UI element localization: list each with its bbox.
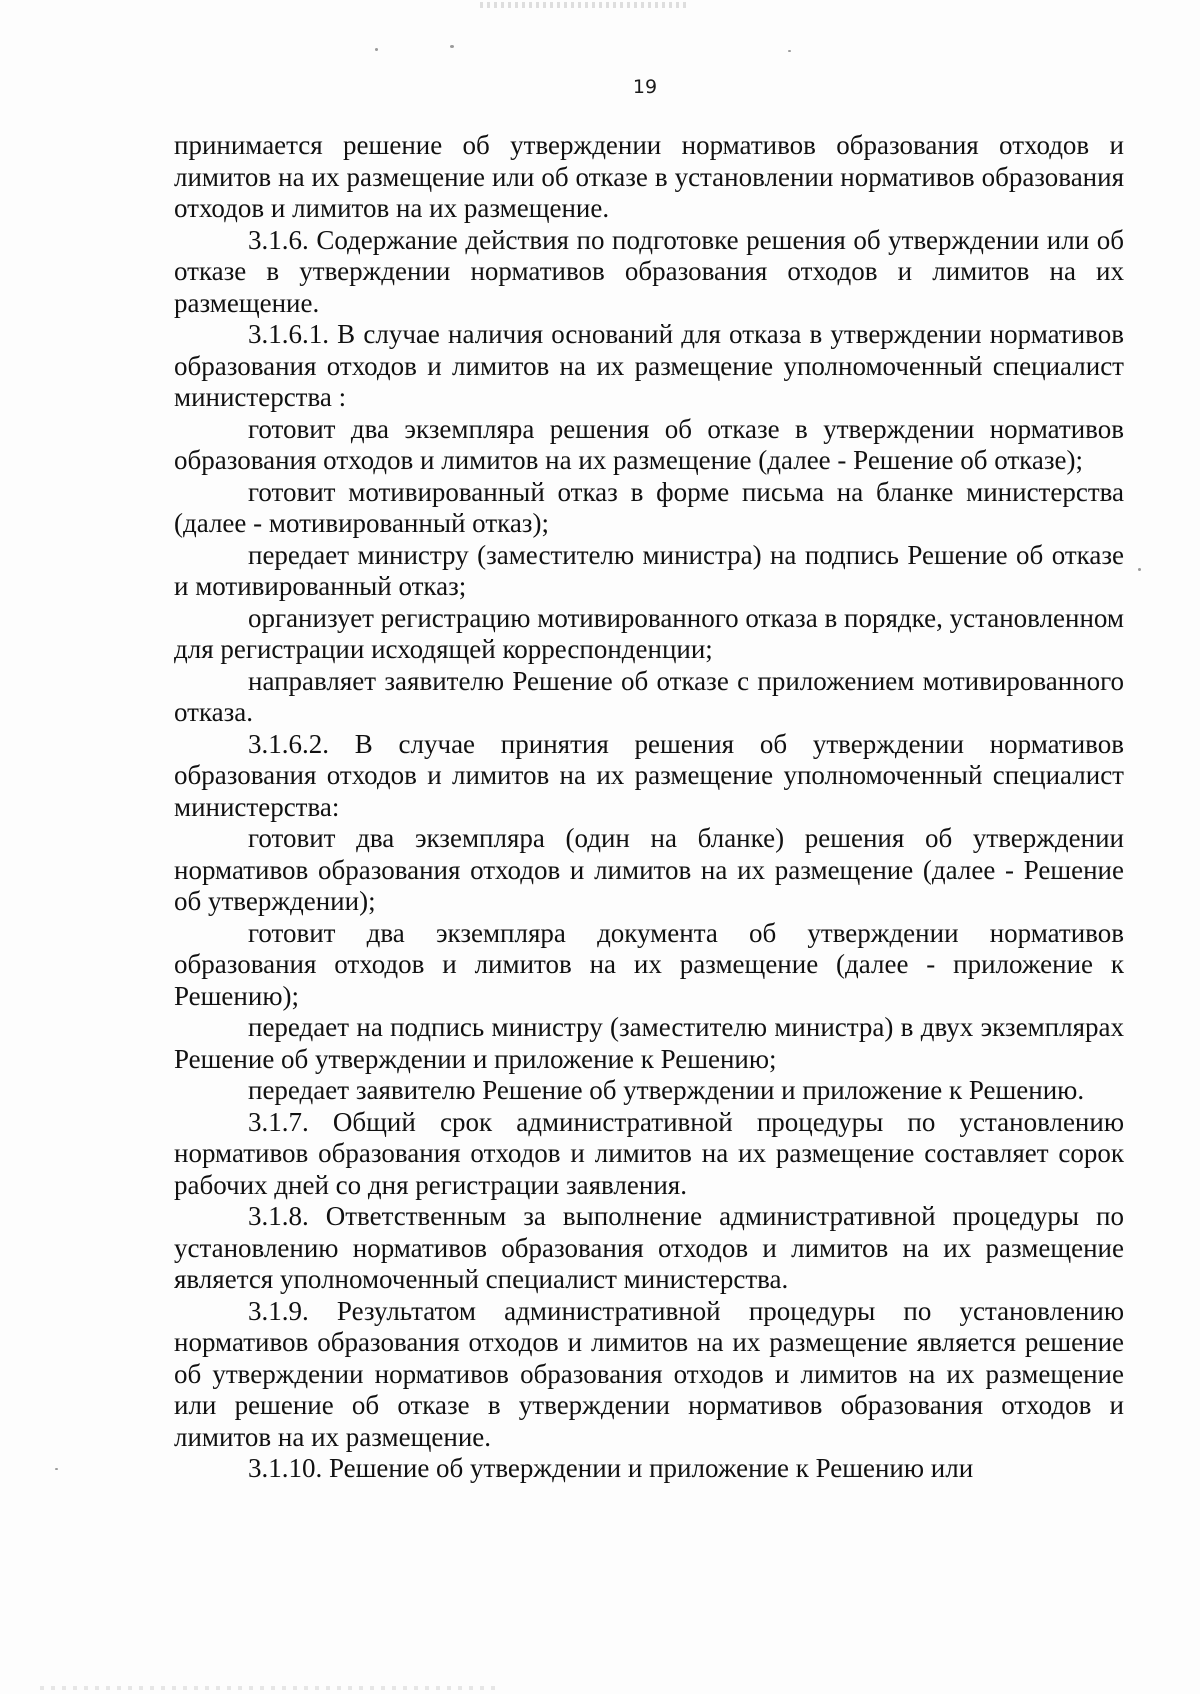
paragraph: передает министру (заместителю министра) на подпись Решение об отказе и мотивированный отказ;: [174, 539, 1124, 601]
paragraph: 3.1.6. Содержание действия по подготовке решения об утверждении или об отказе в утверждении нормативов образования отходов и лимитов на их размещение.: [174, 224, 1124, 318]
paragraph: передает заявителю Решение об утверждении и приложение к Решению.: [248, 1075, 1085, 1105]
page-number: 19: [632, 76, 658, 98]
scan-speck: [450, 45, 454, 48]
paragraph: готовит два экземпляра (один на бланке) решения об утверждении нормативов образования отходов и лимитов на их размещение (далее - Решение об утверждении);: [174, 823, 1124, 916]
scan-noise-top: [480, 2, 690, 8]
paragraph: 3.1.7. Общий срок административной процедуры по установлению нормативов образования отходов и лимитов на их размещение составляет сорок рабочих дней со дня регистрации заявления.: [174, 1106, 1124, 1200]
document-body: [174, 130, 1124, 1485]
paragraph: готовит мотивированный отказ в форме письма на бланке министерства (далее - мотивированный отказ);: [174, 476, 1124, 538]
paragraph: 3.1.10. Решение об утверждении и приложение к Решению или: [248, 1453, 974, 1483]
paragraph: организует регистрацию мотивированного отказа в порядке, установленном для регистрации исходящей корреспонденции;: [174, 602, 1124, 664]
paragraph: принимается решение об утверждении нормативов образования отходов и лимитов на их размещение или об отказе в установлении нормативов образования отходов и лимитов на их размещение.: [174, 130, 1124, 223]
paragraph: 3.1.9. Результатом административной процедуры по установлению нормативов образования отходов и лимитов на их размещение является решение об утверждении нормативов образования отходов и лимитов на их размещение или решение об отказе в утверждении нормативов образования отходов и лимитов на их размещение.: [174, 1295, 1124, 1452]
scan-speck: [55, 1468, 58, 1470]
scan-speck: [788, 50, 791, 52]
scan-speck: [375, 48, 378, 51]
scan-speck: [1138, 568, 1141, 571]
paragraph: 3.1.6.2. В случае принятия решения об утверждении нормативов образования отходов и лимитов на их размещение уполномоченный специалист министерства:: [174, 728, 1124, 822]
paragraph: 3.1.6.1. В случае наличия оснований для отказа в утверждении нормативов образования отходов и лимитов на их размещение уполномоченный специалист министерства :: [174, 319, 1124, 412]
paragraph: готовит два экземпляра документа об утверждении нормативов образования отходов и лимитов на их размещение (далее - приложение к Решению);: [174, 917, 1124, 1011]
paragraph: готовит два экземпляра решения об отказе в утверждении нормативов образования отходов и лимитов на их размещение (далее - Решение об отказе);: [174, 413, 1124, 475]
paragraph: 3.1.8. Ответственным за выполнение административной процедуры по установлению нормативов образования отходов и лимитов на их размещение является уполномоченный специалист министерства.: [174, 1201, 1124, 1294]
paragraph: передает на подпись министру (заместителю министра) в двух экземплярах Решение об утверждении и приложение к Решению;: [174, 1012, 1124, 1074]
paragraph: направляет заявителю Решение об отказе с приложением мотивированного отказа.: [174, 665, 1124, 727]
scan-noise-bottom: [40, 1686, 500, 1690]
